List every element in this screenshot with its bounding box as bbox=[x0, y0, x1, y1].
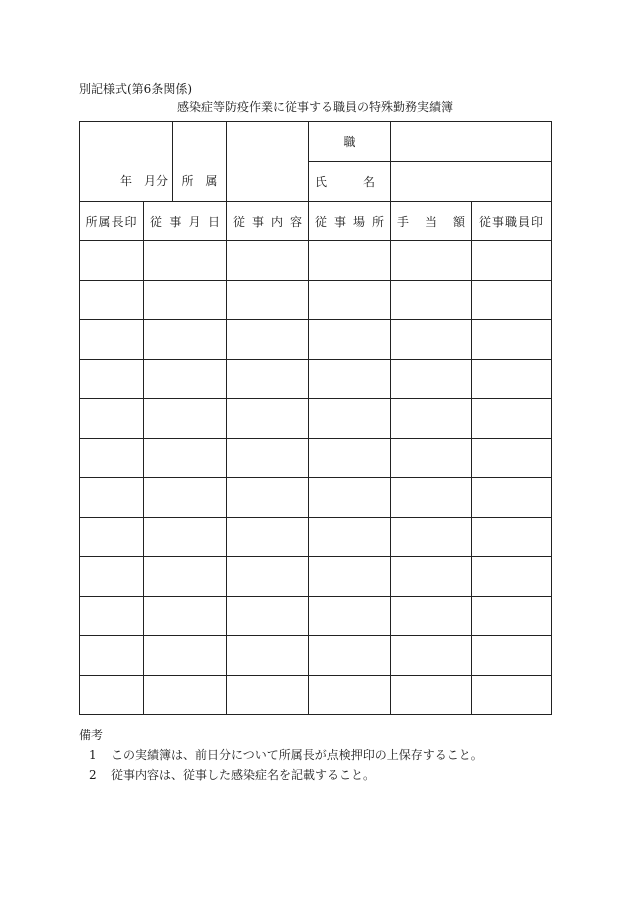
affiliation-label-cell bbox=[173, 122, 227, 202]
table-cell[interactable] bbox=[80, 675, 144, 715]
table-cell[interactable] bbox=[144, 399, 227, 439]
column-header: 従事職員印 bbox=[472, 202, 552, 241]
table-cell[interactable] bbox=[227, 478, 309, 518]
table-cell[interactable] bbox=[391, 636, 472, 676]
position-label: 職 bbox=[343, 135, 356, 149]
table-row bbox=[80, 241, 552, 281]
name-value-cell bbox=[391, 162, 552, 202]
table-cell[interactable] bbox=[309, 241, 391, 281]
table-cell[interactable] bbox=[391, 320, 472, 360]
table-cell[interactable] bbox=[227, 399, 309, 439]
table-cell[interactable] bbox=[309, 517, 391, 557]
table-cell[interactable] bbox=[144, 557, 227, 597]
table-cell[interactable] bbox=[391, 675, 472, 715]
table-cell[interactable] bbox=[227, 280, 309, 320]
table-cell[interactable] bbox=[309, 280, 391, 320]
table-cell[interactable] bbox=[472, 675, 552, 715]
table-cell[interactable] bbox=[80, 241, 144, 281]
table-row bbox=[80, 675, 552, 715]
table-cell[interactable] bbox=[391, 596, 472, 636]
table-row bbox=[80, 517, 552, 557]
column-header-label: 従 事 月 日 bbox=[150, 214, 220, 229]
table-cell[interactable] bbox=[472, 636, 552, 676]
table-cell[interactable] bbox=[227, 557, 309, 597]
table-cell[interactable] bbox=[227, 241, 309, 281]
table-cell[interactable] bbox=[309, 399, 391, 439]
column-header bbox=[144, 202, 227, 241]
table-cell[interactable] bbox=[80, 438, 144, 478]
affiliation-value-cell bbox=[227, 122, 309, 202]
table-cell[interactable] bbox=[391, 280, 472, 320]
name-label-cell bbox=[309, 162, 391, 202]
column-header bbox=[227, 202, 309, 241]
position-value-cell bbox=[391, 122, 552, 162]
table-cell[interactable] bbox=[472, 241, 552, 281]
table-cell[interactable] bbox=[80, 280, 144, 320]
table-cell[interactable] bbox=[144, 320, 227, 360]
table-cell[interactable] bbox=[472, 517, 552, 557]
column-header: 所属長印 bbox=[80, 202, 144, 241]
table-row bbox=[80, 478, 552, 518]
table-cell[interactable] bbox=[227, 438, 309, 478]
table-cell[interactable] bbox=[80, 320, 144, 360]
table-cell[interactable] bbox=[391, 478, 472, 518]
table-cell[interactable] bbox=[80, 557, 144, 597]
year-month-cell bbox=[80, 122, 173, 202]
table-cell[interactable] bbox=[309, 438, 391, 478]
table-cell[interactable] bbox=[472, 596, 552, 636]
table-cell[interactable] bbox=[227, 320, 309, 360]
table-cell[interactable] bbox=[472, 438, 552, 478]
table-cell[interactable] bbox=[80, 359, 144, 399]
table-cell[interactable] bbox=[309, 359, 391, 399]
table-cell[interactable] bbox=[144, 241, 227, 281]
table-cell[interactable] bbox=[309, 557, 391, 597]
table-cell[interactable] bbox=[472, 478, 552, 518]
table-cell[interactable] bbox=[391, 517, 472, 557]
table-cell[interactable] bbox=[144, 675, 227, 715]
table-cell[interactable] bbox=[472, 359, 552, 399]
table-cell[interactable] bbox=[472, 399, 552, 439]
table-row bbox=[80, 557, 552, 597]
note-text: この実績簿は、前日分について所属長が点検押印の上保存すること。 bbox=[111, 748, 483, 762]
table-cell[interactable] bbox=[80, 517, 144, 557]
column-header bbox=[391, 202, 472, 241]
table-cell[interactable] bbox=[144, 438, 227, 478]
table-row bbox=[80, 359, 552, 399]
table-cell[interactable] bbox=[227, 517, 309, 557]
affiliation-label: 所 属 bbox=[181, 174, 218, 188]
table-cell[interactable] bbox=[391, 399, 472, 439]
table-cell[interactable] bbox=[309, 320, 391, 360]
table-cell[interactable] bbox=[309, 478, 391, 518]
table-cell[interactable] bbox=[391, 241, 472, 281]
table-cell[interactable] bbox=[309, 636, 391, 676]
table-cell[interactable] bbox=[144, 359, 227, 399]
column-header bbox=[309, 202, 391, 241]
column-header-label: 従 事 場 所 bbox=[315, 214, 384, 229]
table-cell[interactable] bbox=[144, 517, 227, 557]
column-header-label: 従 事 内 容 bbox=[233, 214, 302, 229]
table-cell[interactable] bbox=[227, 596, 309, 636]
column-header-label: 手 当 額 bbox=[397, 214, 465, 229]
table-cell[interactable] bbox=[227, 359, 309, 399]
table-row bbox=[80, 596, 552, 636]
notes-heading: 備考 bbox=[79, 728, 104, 742]
table-cell[interactable] bbox=[80, 399, 144, 439]
table-cell[interactable] bbox=[144, 280, 227, 320]
table-cell[interactable] bbox=[391, 557, 472, 597]
table-cell[interactable] bbox=[472, 557, 552, 597]
note-item bbox=[79, 745, 483, 765]
table-cell[interactable] bbox=[144, 596, 227, 636]
table-row bbox=[80, 280, 552, 320]
note-item bbox=[79, 765, 483, 785]
table-row bbox=[80, 636, 552, 676]
table-row bbox=[80, 399, 552, 439]
table-cell[interactable] bbox=[472, 280, 552, 320]
table-cell[interactable] bbox=[80, 596, 144, 636]
table-cell[interactable] bbox=[391, 359, 472, 399]
table-cell[interactable] bbox=[391, 438, 472, 478]
year-month-label: 年 月分 bbox=[120, 174, 169, 188]
note-number: 1 bbox=[89, 748, 97, 762]
table-cell[interactable] bbox=[227, 675, 309, 715]
table-cell[interactable] bbox=[80, 636, 144, 676]
table-cell[interactable] bbox=[309, 675, 391, 715]
form-reference: 別記様式(第6条関係) bbox=[79, 82, 192, 96]
table-cell[interactable] bbox=[472, 320, 552, 360]
form-title: 感染症等防疫作業に従事する職員の特殊勤務実績簿 bbox=[176, 100, 453, 114]
name-label: 氏 名 bbox=[315, 175, 376, 189]
record-table bbox=[79, 121, 552, 715]
table-row bbox=[80, 438, 552, 478]
table-cell[interactable] bbox=[80, 478, 144, 518]
notes bbox=[79, 725, 483, 785]
table-cell[interactable] bbox=[227, 636, 309, 676]
note-text: 従事内容は、従事した感染症名を記載すること。 bbox=[111, 768, 376, 782]
table-row bbox=[80, 320, 552, 360]
table-cell[interactable] bbox=[309, 596, 391, 636]
table-cell[interactable] bbox=[144, 636, 227, 676]
note-number: 2 bbox=[89, 768, 97, 782]
table-cell[interactable] bbox=[144, 478, 227, 518]
position-label-cell bbox=[309, 122, 391, 162]
